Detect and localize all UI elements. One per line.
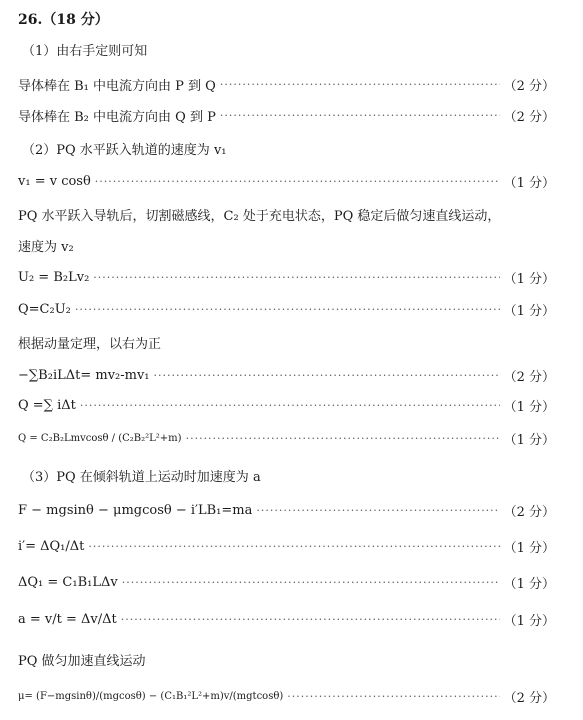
solution-line — [18, 394, 555, 416]
solution-line — [22, 464, 555, 486]
solution-text: PQ 水平跃入导轨后，切割磁感线，C₂ 处于充电状态，PQ 稳定后做匀速直线运动， — [18, 208, 501, 224]
score-label: （1 分） — [503, 613, 555, 629]
solution-text: （3）PQ 在倾斜轨道上运动时加速度为 a — [22, 469, 261, 485]
solution-line — [18, 571, 555, 593]
solution-line — [18, 234, 555, 256]
solution-text: Q =∑ iΔt — [18, 397, 76, 413]
solution-line — [22, 137, 555, 159]
solution-text: a = v/t = Δv/Δt — [18, 611, 117, 627]
solution-line — [18, 535, 555, 557]
leader-dots — [220, 78, 500, 91]
score-label: （1 分） — [503, 175, 555, 191]
solution-text: i′= ΔQ₁/Δt — [18, 538, 85, 554]
solution-line — [18, 331, 555, 353]
score-label: （2 分） — [503, 369, 555, 385]
solution-text: （2）PQ 水平跃入轨道的速度为 v₁ — [22, 142, 227, 158]
score-label: （2 分） — [503, 504, 555, 520]
solution-text: μ= (F−mgsinθ)/(mgcosθ) − (C₁B₁²L²+m)v/(mgtcosθ) — [18, 690, 284, 702]
solution-text: 速度为 v₂ — [18, 239, 74, 255]
leader-dots — [186, 432, 500, 445]
solution-line — [18, 685, 555, 707]
leader-dots — [80, 399, 500, 412]
solution-text: 导体棒在 B₁ 中电流方向由 P 到 Q — [18, 78, 216, 94]
solution-text: −∑B₂iLΔt= mv₂-mv₁ — [18, 367, 150, 383]
solution-line — [18, 104, 555, 126]
score-label: （2 分） — [503, 78, 555, 94]
leader-dots — [220, 109, 500, 122]
score-label: （1 分） — [503, 399, 555, 415]
solution-line — [18, 427, 555, 449]
solution-line — [18, 364, 555, 386]
solution-line — [18, 298, 555, 320]
solution-line — [18, 203, 555, 225]
solution-line — [18, 499, 555, 521]
solution-text: Q = C₂B₂Lmvcosθ / (C₂B₂²L²+m) — [18, 432, 182, 444]
solution-text: v₁ = v cosθ — [18, 173, 91, 189]
score-label: （1 分） — [503, 271, 555, 287]
solution-text: PQ 做匀加速直线运动 — [18, 653, 146, 669]
solution-text: （1）由右手定则可知 — [22, 43, 148, 59]
score-label: （2 分） — [503, 109, 555, 125]
leader-dots — [75, 303, 500, 316]
score-label: （1 分） — [503, 303, 555, 319]
solution-line — [18, 170, 555, 192]
leader-dots — [256, 504, 499, 517]
leader-dots — [93, 271, 499, 284]
solution-line — [22, 38, 555, 60]
leader-dots — [95, 175, 500, 188]
solution-line — [18, 73, 555, 95]
question-title — [18, 8, 555, 30]
leader-dots — [287, 690, 499, 703]
solution-text: 导体棒在 B₂ 中电流方向由 Q 到 P — [18, 109, 216, 125]
solution-text: 根据动量定理，以右为正 — [18, 336, 162, 352]
solution-line — [18, 648, 555, 670]
score-label: （1 分） — [503, 576, 555, 592]
solution-line — [18, 266, 555, 288]
solution-line — [18, 608, 555, 630]
leader-dots — [88, 540, 499, 553]
solution-text: F − mgsinθ − μmgcosθ − i′LB₁=ma — [18, 502, 253, 518]
score-label: （1 分） — [503, 540, 555, 556]
leader-dots — [122, 576, 500, 589]
score-label: （2 分） — [503, 690, 555, 706]
solution-text: ΔQ₁ = C₁B₁LΔv — [18, 574, 118, 590]
question-title-text: 26.（18 分） — [18, 12, 109, 28]
leader-dots — [121, 613, 500, 626]
leader-dots — [154, 369, 500, 382]
solution-text: Q=C₂U₂ — [18, 301, 71, 317]
solution-text: U₂ = B₂Lv₂ — [18, 269, 90, 285]
score-label: （1 分） — [503, 432, 555, 448]
